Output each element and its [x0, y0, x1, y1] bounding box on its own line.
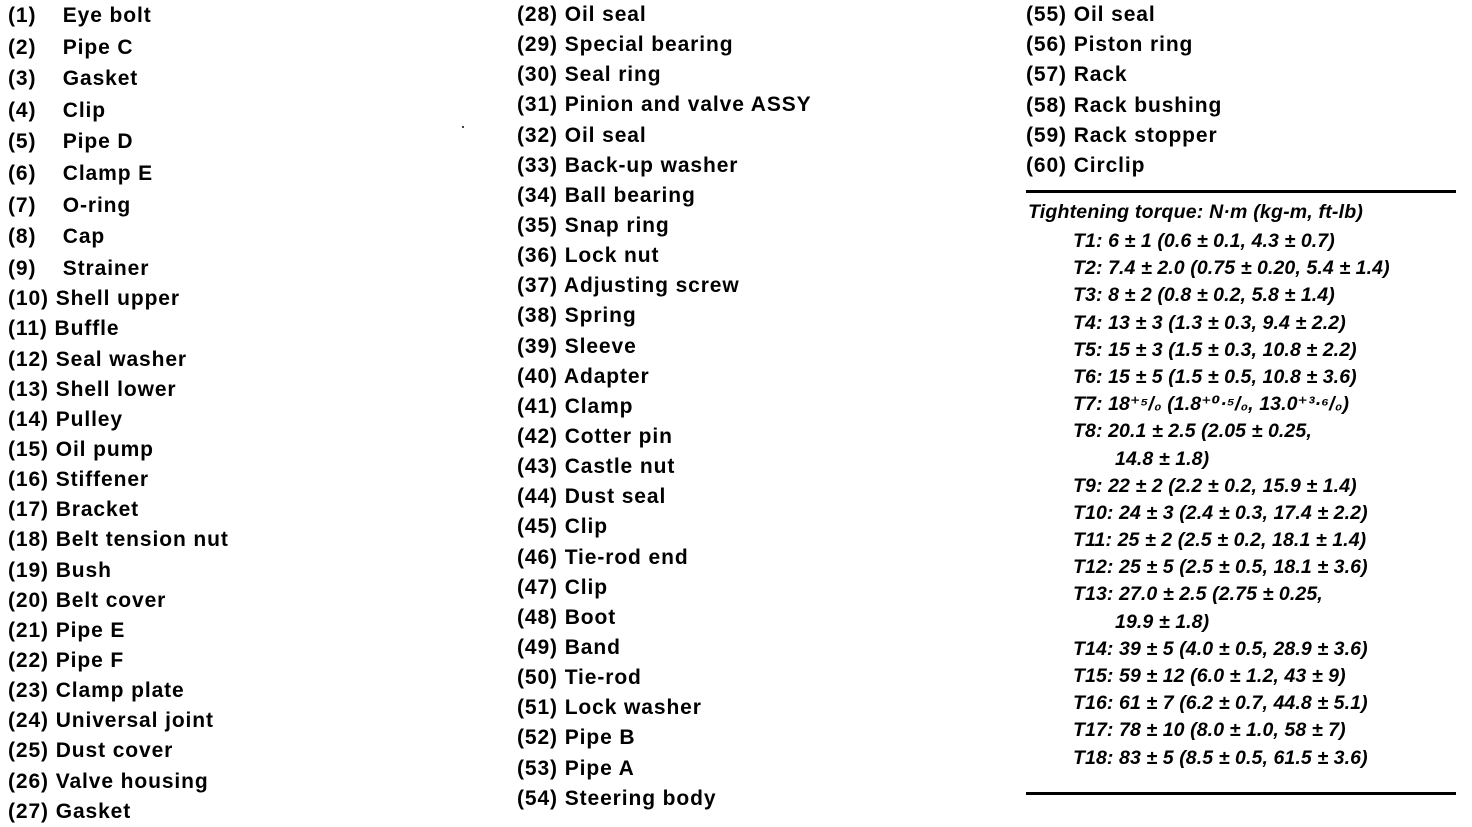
- part-number: (16): [8, 468, 49, 492]
- part-number: (35): [517, 213, 558, 237]
- part-number: (49): [517, 635, 558, 659]
- part-name: Snap ring: [564, 213, 670, 237]
- part-number: (32): [517, 123, 558, 147]
- part-number: (38): [517, 304, 558, 328]
- torque-spec: 19.9 ± 1.8): [1115, 610, 1210, 633]
- part-name: Dust cover: [55, 739, 174, 763]
- part-name: Rack bushing: [1073, 93, 1223, 117]
- part-name: Oil seal: [1073, 3, 1156, 26]
- part-number: (37): [517, 274, 558, 298]
- parts-column-2: [517, 0, 1007, 814]
- part-item: [517, 512, 1007, 542]
- part-number: (28): [517, 3, 558, 26]
- part-item: [517, 543, 1007, 573]
- part-name: Castle nut: [564, 455, 676, 479]
- part-item: [517, 663, 1007, 693]
- part-number: (30): [517, 63, 558, 87]
- part-item: [8, 767, 488, 797]
- part-item: [517, 90, 1007, 120]
- part-name: Lock nut: [564, 244, 660, 268]
- torque-spec: T13: 27.0 ± 2.5 (2.75 ± 0.25,: [1073, 583, 1323, 606]
- part-name: Stiffener: [55, 468, 149, 492]
- part-number: (50): [517, 666, 558, 690]
- torque-list: [1073, 228, 1390, 772]
- part-name: Gasket: [62, 67, 139, 91]
- part-name: Oil pump: [55, 438, 154, 462]
- part-item: [8, 63, 488, 95]
- torque-table-top-rule: [1026, 190, 1456, 193]
- part-name: Back-up washer: [564, 153, 739, 177]
- part-number: (2): [8, 35, 37, 59]
- parts-column-1: [8, 0, 488, 827]
- part-item: [517, 573, 1007, 603]
- part-name: O-ring: [62, 193, 132, 217]
- part-item: [517, 422, 1007, 452]
- part-number: (25): [8, 739, 49, 763]
- part-number: (31): [517, 93, 558, 117]
- part-name: Buffle: [54, 317, 120, 341]
- part-number: (29): [517, 33, 558, 57]
- part-item: [8, 221, 488, 253]
- part-number: (42): [517, 424, 558, 448]
- part-name: Oil seal: [564, 123, 647, 147]
- part-number: (14): [8, 407, 49, 431]
- part-number: (40): [517, 364, 558, 388]
- part-number: (47): [517, 575, 558, 599]
- part-name: Seal washer: [55, 347, 188, 371]
- part-item: [8, 706, 488, 736]
- part-name: Spring: [564, 304, 637, 328]
- part-item: [517, 392, 1007, 422]
- part-item: [8, 495, 488, 525]
- part-item: [517, 151, 1007, 181]
- part-item: [517, 121, 1007, 151]
- torque-spec: T9: 22 ± 2 (2.2 ± 0.2, 15.9 ± 1.4): [1073, 474, 1357, 497]
- part-item: [8, 525, 488, 555]
- torque-spec: T4: 13 ± 3 (1.3 ± 0.3, 9.4 ± 2.2): [1073, 311, 1346, 334]
- part-name: Ball bearing: [564, 183, 696, 207]
- torque-spec: T8: 20.1 ± 2.5 (2.05 ± 0.25,: [1073, 420, 1312, 443]
- part-number: (15): [8, 438, 49, 462]
- part-item: [8, 95, 488, 127]
- part-item: [8, 126, 488, 158]
- part-name: Clip: [564, 515, 608, 539]
- torque-spec: 14.8 ± 1.8): [1115, 447, 1210, 470]
- parts-column-3: [1026, 0, 1466, 181]
- part-item: [1026, 60, 1466, 90]
- torque-spec: T5: 15 ± 3 (1.5 ± 0.3, 10.8 ± 2.2): [1073, 338, 1357, 361]
- part-name: Dust seal: [564, 485, 667, 509]
- torque-table-bottom-rule: [1026, 792, 1456, 795]
- torque-spec: T16: 61 ± 7 (6.2 ± 0.7, 44.8 ± 5.1): [1073, 692, 1368, 715]
- part-name: Cap: [62, 225, 106, 249]
- part-name: Pipe B: [564, 726, 636, 750]
- part-number: (43): [517, 455, 558, 479]
- part-number: (34): [517, 183, 558, 207]
- part-item: [8, 435, 488, 465]
- torque-spec: T6: 15 ± 5 (1.5 ± 0.5, 10.8 ± 3.6): [1073, 365, 1357, 388]
- part-item: [517, 0, 1007, 30]
- part-item: [517, 784, 1007, 814]
- part-number: (53): [517, 756, 558, 780]
- part-name: Valve housing: [55, 769, 209, 793]
- part-number: (13): [8, 377, 49, 401]
- part-name: Sleeve: [564, 334, 637, 358]
- part-item: [8, 32, 488, 64]
- stray-dot: [462, 126, 464, 128]
- part-item: [8, 736, 488, 766]
- part-number: (57): [1026, 63, 1067, 87]
- part-number: (27): [8, 799, 49, 823]
- part-number: (59): [1026, 123, 1067, 147]
- part-name: Pinion and valve ASSY: [564, 93, 812, 117]
- part-item: [8, 405, 488, 435]
- part-name: Pipe E: [55, 618, 126, 642]
- part-number: (48): [517, 605, 558, 629]
- torque-spec: T7: 18⁺⁵/₀ (1.8⁺⁰·⁵/₀, 13.0⁺³·⁶/₀): [1073, 393, 1350, 416]
- part-number: (45): [517, 515, 558, 539]
- part-name: Adapter: [563, 364, 650, 388]
- part-number: (20): [8, 588, 49, 612]
- part-number: (41): [517, 394, 558, 418]
- part-item: [8, 676, 488, 706]
- part-item: [8, 190, 488, 222]
- part-item: [517, 633, 1007, 663]
- part-name: Belt tension nut: [55, 528, 229, 552]
- part-item: [517, 30, 1007, 60]
- part-item: [8, 616, 488, 646]
- part-number: (36): [517, 244, 558, 268]
- part-name: Seal ring: [564, 63, 662, 87]
- part-item: [1026, 0, 1466, 30]
- part-number: (6): [8, 161, 37, 185]
- part-number: (22): [8, 649, 49, 673]
- part-number: (51): [517, 696, 558, 720]
- part-number: (9): [8, 256, 37, 280]
- part-name: Clamp E: [62, 161, 154, 185]
- part-item: [8, 158, 488, 190]
- part-name: Tie-rod: [564, 666, 642, 690]
- part-name: Gasket: [55, 799, 132, 823]
- part-item: [517, 181, 1007, 211]
- part-name: Clamp: [564, 394, 634, 418]
- part-name: Piston ring: [1073, 33, 1194, 57]
- part-number: (33): [517, 153, 558, 177]
- part-item: [517, 603, 1007, 633]
- torque-spec: T3: 8 ± 2 (0.8 ± 0.2, 5.8 ± 1.4): [1073, 284, 1335, 307]
- part-name: Strainer: [62, 256, 150, 280]
- part-number: (52): [517, 726, 558, 750]
- part-name: Cotter pin: [564, 424, 673, 448]
- part-item: [8, 284, 488, 314]
- part-item: [517, 693, 1007, 723]
- part-item: [517, 362, 1007, 392]
- part-number: (17): [8, 498, 49, 522]
- part-number: (4): [8, 98, 37, 122]
- part-name: Band: [564, 635, 621, 659]
- part-number: (26): [8, 769, 49, 793]
- part-number: (60): [1026, 153, 1067, 177]
- part-name: Pipe F: [55, 649, 125, 673]
- part-name: Lock washer: [564, 696, 702, 720]
- part-number: (1): [8, 4, 37, 27]
- torque-spec: T12: 25 ± 5 (2.5 ± 0.5, 18.1 ± 3.6): [1073, 556, 1368, 579]
- part-item: [517, 482, 1007, 512]
- part-item: [1026, 30, 1466, 60]
- part-item: [517, 211, 1007, 241]
- part-item: [517, 452, 1007, 482]
- part-item: [517, 301, 1007, 331]
- part-item: [8, 646, 488, 676]
- part-name: Shell upper: [55, 287, 180, 311]
- torque-spec: T15: 59 ± 12 (6.0 ± 1.2, 43 ± 9): [1073, 665, 1346, 687]
- part-name: Boot: [564, 605, 617, 629]
- part-item: [1026, 151, 1466, 181]
- part-name: Bush: [55, 558, 112, 582]
- part-number: (18): [8, 528, 49, 552]
- part-item: [8, 375, 488, 405]
- part-number: (58): [1026, 93, 1067, 117]
- part-name: Universal joint: [55, 709, 214, 733]
- part-name: Oil seal: [564, 3, 647, 26]
- torque-spec: T11: 25 ± 2 (2.5 ± 0.2, 18.1 ± 1.4): [1073, 529, 1367, 552]
- part-item: [8, 586, 488, 616]
- part-item: [517, 241, 1007, 271]
- torque-spec: T17: 78 ± 10 (8.0 ± 1.0, 58 ± 7): [1073, 719, 1346, 742]
- part-name: Clamp plate: [55, 679, 185, 703]
- part-name: Adjusting screw: [563, 274, 740, 298]
- part-name: Steering body: [564, 786, 717, 810]
- part-name: Special bearing: [564, 33, 734, 57]
- part-number: (46): [517, 545, 558, 569]
- part-item: [8, 314, 488, 344]
- part-name: Rack stopper: [1073, 123, 1218, 147]
- torque-spec: T10: 24 ± 3 (2.4 ± 0.3, 17.4 ± 2.2): [1073, 501, 1368, 524]
- part-item: [1026, 91, 1466, 121]
- torque-spec: T14: 39 ± 5 (4.0 ± 0.5, 28.9 ± 3.6): [1073, 637, 1368, 660]
- part-number: (21): [8, 618, 49, 642]
- part-name: Tie-rod end: [564, 545, 689, 569]
- part-item: [517, 332, 1007, 362]
- part-name: Pipe A: [564, 756, 635, 780]
- part-number: (10): [8, 287, 49, 311]
- part-name: Belt cover: [55, 588, 167, 612]
- part-number: (56): [1026, 33, 1067, 57]
- part-number: (11): [8, 317, 48, 341]
- part-item: [8, 465, 488, 495]
- part-number: (23): [8, 679, 49, 703]
- part-name: Shell lower: [55, 377, 177, 401]
- part-item: [517, 271, 1007, 301]
- part-number: (7): [8, 193, 37, 217]
- part-item: [517, 754, 1007, 784]
- torque-heading: Tightening torque: N·m (kg-m, ft-lb): [1028, 201, 1364, 223]
- part-number: (8): [8, 225, 37, 249]
- part-item: [8, 556, 488, 586]
- part-item: [517, 723, 1007, 753]
- part-name: Clip: [62, 98, 107, 122]
- part-number: (24): [8, 709, 49, 733]
- torque-spec: T2: 7.4 ± 2.0 (0.75 ± 0.20, 5.4 ± 1.4): [1073, 257, 1390, 280]
- part-number: (19): [8, 558, 49, 582]
- part-number: (12): [8, 347, 49, 371]
- part-name: Eye bolt: [62, 4, 152, 27]
- part-item: [8, 0, 488, 32]
- part-item: [517, 60, 1007, 90]
- part-number: (5): [8, 130, 37, 154]
- part-name: Clip: [564, 575, 608, 599]
- part-name: Circlip: [1073, 153, 1146, 177]
- part-number: (39): [517, 334, 558, 358]
- part-number: (3): [8, 67, 37, 91]
- part-name: Bracket: [55, 498, 140, 522]
- part-item: [8, 253, 488, 285]
- part-name: Pulley: [55, 407, 123, 431]
- part-name: Pipe D: [62, 130, 134, 154]
- part-number: (44): [517, 485, 558, 509]
- part-number: (55): [1026, 3, 1067, 26]
- part-item: [1026, 121, 1466, 151]
- part-number: (54): [517, 786, 558, 810]
- part-item: [8, 797, 488, 827]
- torque-spec: T18: 83 ± 5 (8.5 ± 0.5, 61.5 ± 3.6): [1073, 746, 1368, 769]
- torque-spec: T1: 6 ± 1 (0.6 ± 0.1, 4.3 ± 0.7): [1073, 230, 1335, 252]
- part-item: [8, 345, 488, 375]
- part-name: Pipe C: [62, 35, 134, 59]
- part-name: Rack: [1073, 63, 1128, 87]
